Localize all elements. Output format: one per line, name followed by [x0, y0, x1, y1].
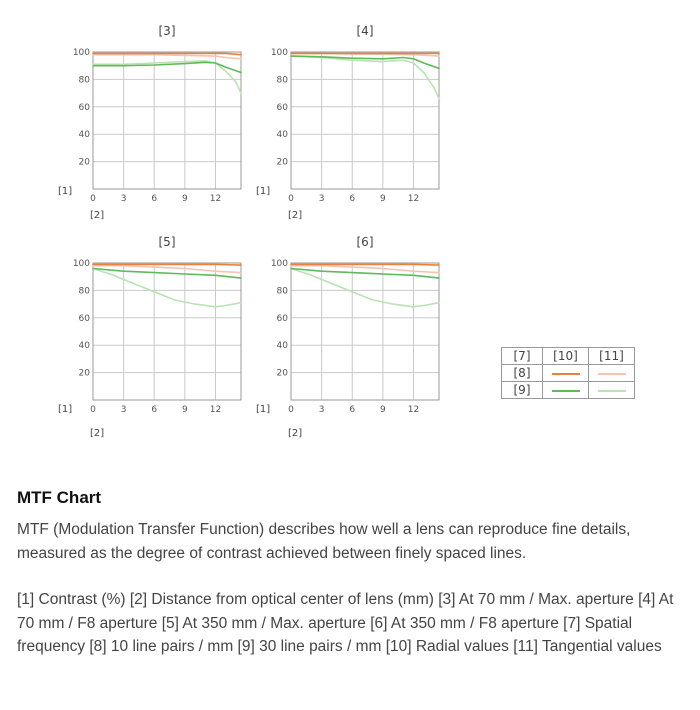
- x-tick-label: 9: [181, 405, 188, 415]
- x-tick-label: 3: [318, 405, 325, 415]
- y-tick-label: 60: [276, 313, 288, 324]
- series-line-9-tangential: [291, 269, 439, 307]
- x-tick-label: 6: [151, 405, 158, 415]
- series-line-8-tangential: [93, 55, 241, 59]
- legend-swatch-30lp-tangential: [598, 390, 626, 392]
- x-tick-label: 12: [209, 405, 222, 415]
- y-tick-label: 100: [72, 48, 90, 58]
- y-tick-label: 20: [276, 157, 288, 168]
- x-tick-label: 9: [379, 194, 386, 204]
- mtf-caption: [17, 488, 683, 659]
- y-tick-label: 100: [72, 259, 90, 269]
- plot-frame: [93, 52, 241, 189]
- x-axis-key: [2]: [288, 210, 303, 221]
- mtf-panel: [58, 235, 241, 439]
- plot-frame: [291, 263, 439, 400]
- y-tick-label: 40: [78, 130, 90, 141]
- y-tick-label: 60: [276, 102, 288, 113]
- mtf-panel: [256, 235, 439, 439]
- legend-frequency-header: [7]: [502, 348, 543, 365]
- y-tick-label: 40: [276, 341, 288, 352]
- caption-description: MTF (Modulation Transfer Function) describes how well a lens can reproduce fine details, measured as the degree of contrast achieved between finely spaced lines.: [17, 521, 631, 562]
- legend-swatch-10lp-radial: [552, 373, 580, 375]
- legend-header-row: [502, 348, 635, 365]
- caption-heading: MTF Chart: [17, 488, 102, 507]
- legend-row-label: [8]: [502, 365, 543, 382]
- y-tick-label: 20: [276, 368, 288, 379]
- series-line-8-tangential: [291, 266, 439, 273]
- legend-row-30lp: [502, 382, 635, 399]
- y-tick-label: 80: [78, 286, 90, 297]
- series-line-8-radial: [93, 264, 241, 265]
- panel-title: [5]: [158, 235, 176, 249]
- legend-tangential-header: [11]: [589, 348, 635, 365]
- panel-title: [6]: [356, 235, 374, 249]
- x-tick-label: 6: [349, 194, 356, 204]
- mtf-panel: [58, 24, 241, 221]
- y-tick-label: 20: [78, 368, 90, 379]
- y-axis-key: [1]: [256, 404, 271, 415]
- y-axis-key: [1]: [58, 186, 73, 197]
- series-line-8-tangential: [93, 266, 241, 273]
- x-tick-label: 3: [120, 405, 127, 415]
- y-tick-label: 80: [78, 75, 90, 86]
- x-tick-label: 9: [379, 405, 386, 415]
- x-tick-label: 12: [209, 194, 222, 204]
- panel-title: [3]: [158, 24, 176, 38]
- x-axis-key: [2]: [90, 428, 105, 439]
- plot-frame: [93, 263, 241, 400]
- x-tick-label: 3: [120, 194, 127, 204]
- y-tick-label: 40: [276, 130, 288, 141]
- series-line-9-tangential: [93, 269, 241, 307]
- x-tick-label: 6: [151, 194, 158, 204]
- x-tick-label: 9: [181, 194, 188, 204]
- legend-row-label: [9]: [502, 382, 543, 399]
- legend-swatch-30lp-radial: [552, 390, 580, 392]
- y-axis-key: [1]: [58, 404, 73, 415]
- x-axis-key: [2]: [90, 210, 105, 221]
- plot-frame: [291, 52, 439, 189]
- x-tick-label: 0: [288, 194, 294, 204]
- x-tick-label: 3: [318, 194, 325, 204]
- y-tick-label: 40: [78, 341, 90, 352]
- y-tick-label: 20: [78, 157, 90, 168]
- y-tick-label: 60: [78, 102, 90, 113]
- mtf-panel: [256, 24, 439, 221]
- caption-key: [1] Contrast (%) [2] Distance from optical center of lens (mm) [3] At 70 mm / Max. aperture [4] At 70 mm / F8 aperture [5] At 350 mm / Max. aperture [6] At 350 mm / F8 aperture [7] Spatial frequency [8] 10 line pairs / mm [9] 30 line pairs / mm [10] Radial values [11] Tangential values: [17, 591, 674, 655]
- x-tick-label: 12: [407, 405, 420, 415]
- x-tick-label: 12: [407, 194, 420, 204]
- y-axis-key: [1]: [256, 186, 271, 197]
- panel-title: [4]: [356, 24, 374, 38]
- y-tick-label: 100: [270, 48, 288, 58]
- y-tick-label: 80: [276, 286, 288, 297]
- series-line-8-radial: [291, 264, 439, 265]
- x-tick-label: 6: [349, 405, 356, 415]
- legend-radial-header: [10]: [543, 348, 589, 365]
- x-tick-label: 0: [90, 194, 96, 204]
- legend-row-10lp: [502, 365, 635, 382]
- y-tick-label: 100: [270, 259, 288, 269]
- y-tick-label: 80: [276, 75, 288, 86]
- x-axis-key: [2]: [288, 428, 303, 439]
- mtf-legend: [501, 347, 635, 399]
- x-tick-label: 0: [90, 405, 96, 415]
- series-line-9-tangential: [291, 56, 439, 99]
- y-tick-label: 60: [78, 313, 90, 324]
- legend-swatch-10lp-tangential: [598, 373, 626, 375]
- x-tick-label: 0: [288, 405, 294, 415]
